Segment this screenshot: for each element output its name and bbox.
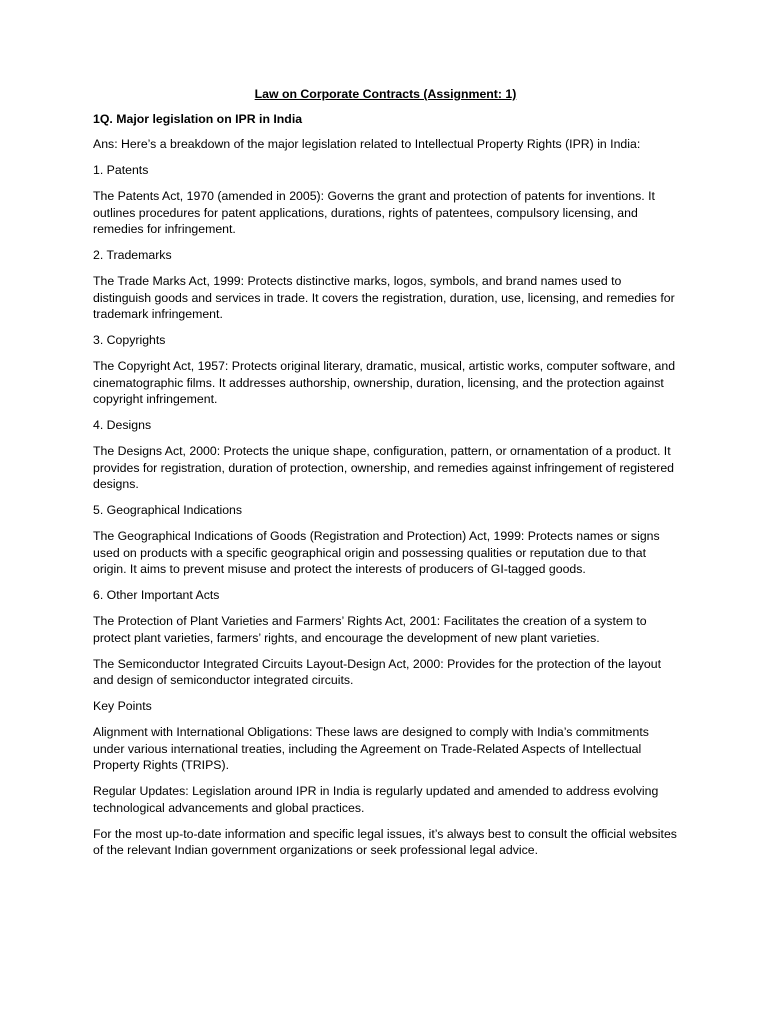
plant-varieties-paragraph: The Protection of Plant Varieties and Farmers’ Rights Act, 2001: Facilitates the creation of a system to protect plant varieties, farmers’ rights, and encourage the development of new plant varieties. <box>93 614 647 645</box>
designs-paragraph: The Designs Act, 2000: Protects the unique shape, configuration, pattern, or ornamentation of a product. It provides for registration, duration of protection, ownership, and remedies against infringement of registered designs. <box>93 444 675 491</box>
section-heading-other-acts: 6. Other Important Acts <box>93 588 220 602</box>
closing-paragraph: For the most up-to-date information and specific legal issues, it’s always best to consult the official websites of the relevant Indian government organizations or seek professional legal advice. <box>93 826 677 857</box>
section-heading-geographical-indications: 5. Geographical Indications <box>93 503 243 517</box>
patents-paragraph: The Patents Act, 1970 (amended in 2005): Governs the grant and protection of patents for inventions. It outlines procedures for patent applications, durations, rights of patentees, compulsory licensing, and remedies for infringement. <box>93 189 655 236</box>
document-title: Law on Corporate Contracts (Assignment: 1) <box>254 87 517 101</box>
document-page <box>93 86 678 868</box>
copyrights-paragraph: The Copyright Act, 1957: Protects original literary, dramatic, musical, artistic works, computer software, and cinematographic films. It addresses authorship, ownership, duration, licensing, and the protection against copyright infringement. <box>93 359 676 406</box>
answer-intro: Ans: Here’s a breakdown of the major legislation related to Intellectual Property Rights (IPR) in India: <box>93 137 641 151</box>
semiconductor-paragraph: The Semiconductor Integrated Circuits Layout-Design Act, 2000: Provides for the protection of the layout and design of semiconductor integrated circuits. <box>93 656 662 687</box>
geographical-indications-paragraph: The Geographical Indications of Goods (Registration and Protection) Act, 1999: Protects names or signs used on products with a specific geographical origin and possessing qualities or reputation due to that origin. It aims to prevent misuse and protect the interests of producers of GI-tagged goods. <box>93 529 660 576</box>
section-heading-trademarks: 2. Trademarks <box>93 248 172 262</box>
regular-updates-paragraph: Regular Updates: Legislation around IPR in India is regularly updated and amended to address evolving technological advancements and global practices. <box>93 784 659 815</box>
section-heading-patents: 1. Patents <box>93 163 149 177</box>
section-heading-designs: 4. Designs <box>93 418 152 432</box>
question-heading: 1Q. Major legislation on IPR in India <box>93 111 303 126</box>
section-heading-copyrights: 3. Copyrights <box>93 333 166 347</box>
international-obligations-paragraph: Alignment with International Obligations: These laws are designed to comply with India’s commitments under various international treaties, including the Agreement on Trade-Related Aspects of Intellectual Property Rights (TRIPS). <box>93 725 649 772</box>
section-heading-key-points: Key Points <box>93 699 152 713</box>
trademarks-paragraph: The Trade Marks Act, 1999: Protects distinctive marks, logos, symbols, and brand names used to distinguish goods and services in trade. It covers the registration, duration, use, licensing, and remedies for trademark infringement. <box>93 274 675 321</box>
